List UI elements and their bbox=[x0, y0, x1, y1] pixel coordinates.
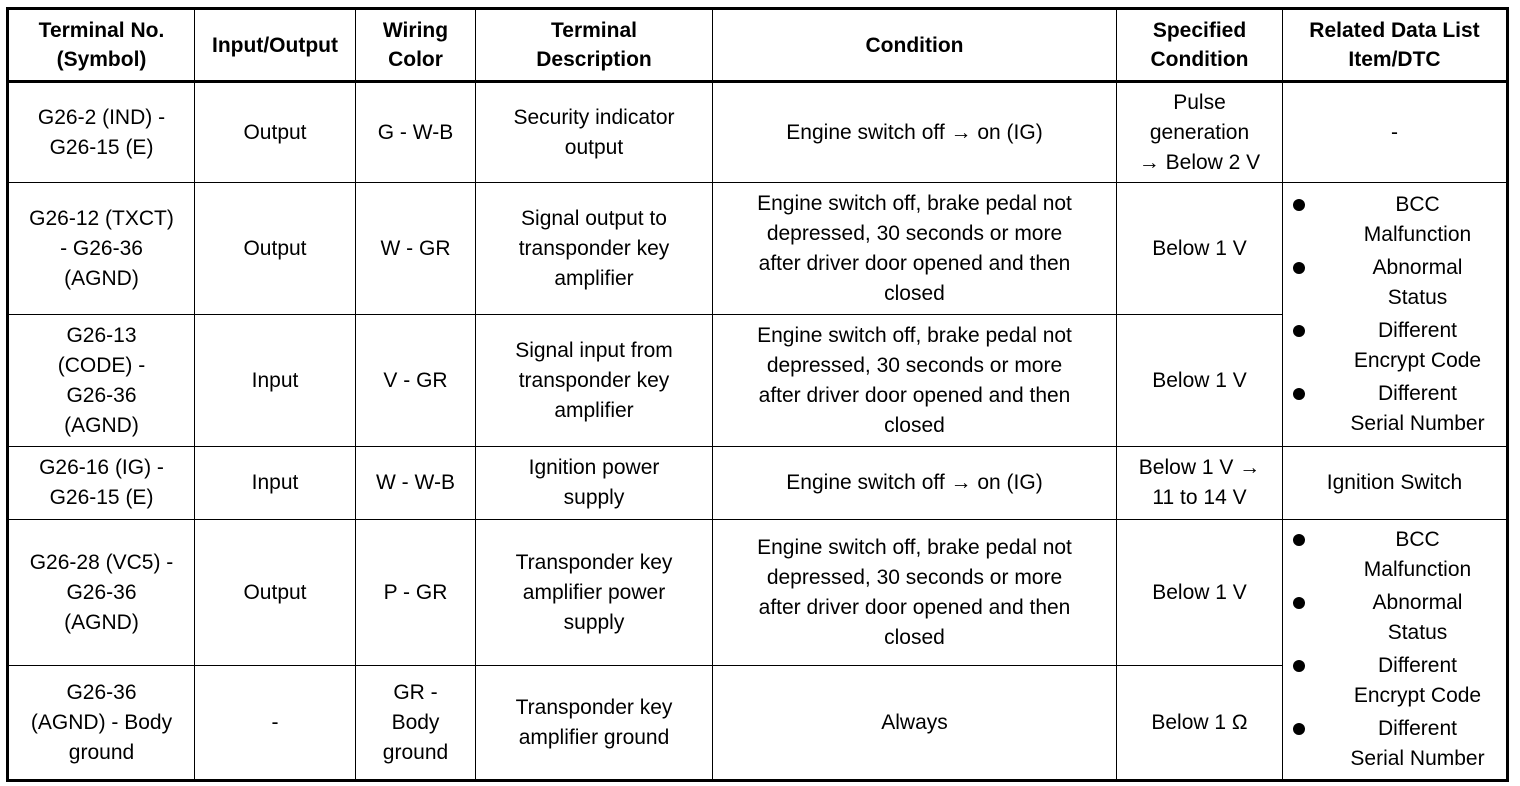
cell-terminal: G26-13 (CODE) - G26-36 (AGND) bbox=[8, 315, 195, 447]
bullet-icon bbox=[1293, 660, 1305, 672]
cell-condition: Engine switch off, brake pedal not depressed, 30 seconds or more after driver door opened and then closed bbox=[713, 183, 1117, 315]
cell-input-output: Output bbox=[195, 520, 356, 666]
list-item: Different Serial Number bbox=[1287, 379, 1502, 439]
bullet-icon bbox=[1293, 199, 1305, 211]
cell-terminal: G26-36 (AGND) - Body ground bbox=[8, 666, 195, 781]
header-row bbox=[8, 9, 1508, 82]
cell-input-output: Output bbox=[195, 183, 356, 315]
cell-specified-condition: Below 1 V → 11 to 14 V bbox=[1117, 447, 1283, 520]
cell-specified-condition: Pulse generation → Below 2 V bbox=[1117, 82, 1283, 183]
cell-wiring-color: W - GR bbox=[356, 183, 476, 315]
cell-specified-condition: Below 1 V bbox=[1117, 315, 1283, 447]
bullet-icon bbox=[1293, 534, 1305, 546]
cell-condition: Engine switch off, brake pedal not depressed, 30 seconds or more after driver door opened and then closed bbox=[713, 520, 1117, 666]
cell-condition: Always bbox=[713, 666, 1117, 781]
cell-condition: Engine switch off, brake pedal not depressed, 30 seconds or more after driver door opened and then closed bbox=[713, 315, 1117, 447]
bullet-icon bbox=[1293, 723, 1305, 735]
terminal-table bbox=[6, 7, 1509, 782]
cell-input-output: Output bbox=[195, 82, 356, 183]
header-specified-condition: Specified Condition bbox=[1117, 9, 1283, 82]
header-wiring-color: Wiring Color bbox=[356, 9, 476, 82]
cell-condition: Engine switch off → on (IG) bbox=[713, 447, 1117, 520]
cell-terminal: G26-28 (VC5) - G26-36 (AGND) bbox=[8, 520, 195, 666]
table-row bbox=[8, 183, 1508, 315]
cell-terminal: G26-2 (IND) - G26-15 (E) bbox=[8, 82, 195, 183]
related-list-b bbox=[1287, 525, 1502, 774]
cell-terminal: G26-12 (TXCT) - G26-36 (AGND) bbox=[8, 183, 195, 315]
header-condition: Condition bbox=[713, 9, 1117, 82]
cell-description: Ignition power supply bbox=[476, 447, 713, 520]
list-item: BCC Malfunction bbox=[1287, 190, 1502, 250]
cell-description: Signal output to transponder key amplifier bbox=[476, 183, 713, 315]
header-input-output: Input/Output bbox=[195, 9, 356, 82]
cell-input-output: - bbox=[195, 666, 356, 781]
list-item: Abnormal Status bbox=[1287, 253, 1502, 313]
cell-description: Security indicator output bbox=[476, 82, 713, 183]
list-item: Different Encrypt Code bbox=[1287, 316, 1502, 376]
bullet-icon bbox=[1293, 262, 1305, 274]
cell-wiring-color: P - GR bbox=[356, 520, 476, 666]
bullet-icon bbox=[1293, 325, 1305, 337]
cell-wiring-color: V - GR bbox=[356, 315, 476, 447]
cell-description: Transponder key amplifier power supply bbox=[476, 520, 713, 666]
table-row bbox=[8, 520, 1508, 666]
cell-specified-condition: Below 1 V bbox=[1117, 520, 1283, 666]
cell-description: Signal input from transponder key amplifier bbox=[476, 315, 713, 447]
cell-related-data-group-a bbox=[1283, 183, 1508, 447]
cell-related-data: Ignition Switch bbox=[1283, 447, 1508, 520]
list-item: Different Serial Number bbox=[1287, 714, 1502, 774]
cell-terminal: G26-16 (IG) - G26-15 (E) bbox=[8, 447, 195, 520]
cell-specified-condition: Below 1 Ω bbox=[1117, 666, 1283, 781]
table-row bbox=[8, 82, 1508, 183]
cell-wiring-color: G - W-B bbox=[356, 82, 476, 183]
related-list-a bbox=[1287, 190, 1502, 439]
cell-wiring-color: GR - Body ground bbox=[356, 666, 476, 781]
cell-specified-condition: Below 1 V bbox=[1117, 183, 1283, 315]
header-terminal: Terminal No. (Symbol) bbox=[8, 9, 195, 82]
cell-related-data-group-b bbox=[1283, 520, 1508, 781]
cell-wiring-color: W - W-B bbox=[356, 447, 476, 520]
table-row bbox=[8, 447, 1508, 520]
cell-related-data: - bbox=[1283, 82, 1508, 183]
bullet-icon bbox=[1293, 388, 1305, 400]
list-item: BCC Malfunction bbox=[1287, 525, 1502, 585]
list-item: Different Encrypt Code bbox=[1287, 651, 1502, 711]
header-related-data: Related Data List Item/DTC bbox=[1283, 9, 1508, 82]
bullet-icon bbox=[1293, 597, 1305, 609]
cell-description: Transponder key amplifier ground bbox=[476, 666, 713, 781]
list-item: Abnormal Status bbox=[1287, 588, 1502, 648]
cell-condition: Engine switch off → on (IG) bbox=[713, 82, 1117, 183]
cell-input-output: Input bbox=[195, 447, 356, 520]
cell-input-output: Input bbox=[195, 315, 356, 447]
header-terminal-description: Terminal Description bbox=[476, 9, 713, 82]
